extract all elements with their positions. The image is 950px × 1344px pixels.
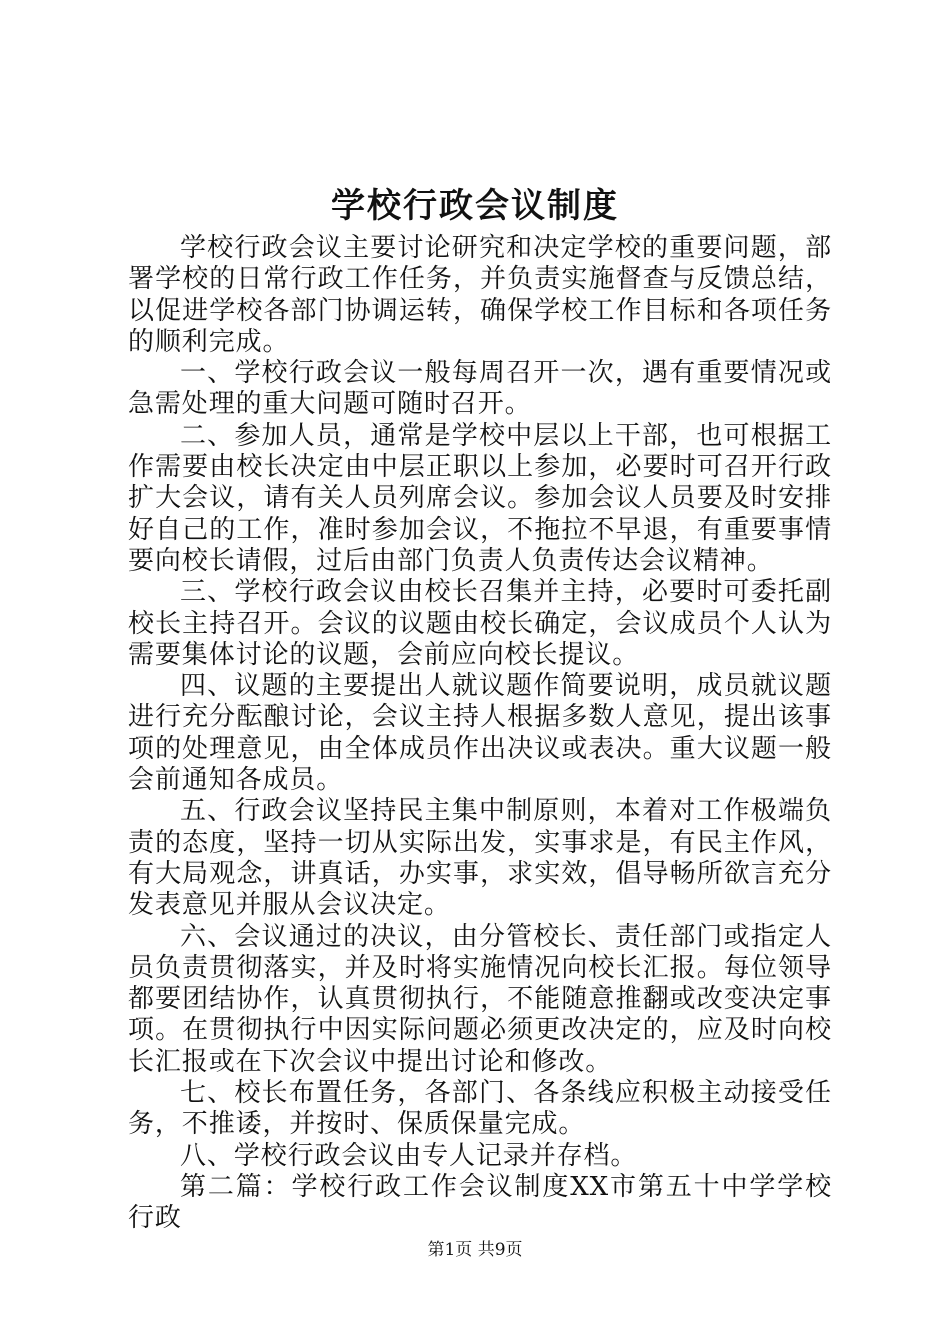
paragraph-item-7: 七、校长布置任务，各部门、各条线应积极主动接受任务，不推诿，并按时、保质保量完成。 [128,1078,832,1140]
paragraph-item-8: 八、学校行政会议由专人记录并存档。 [180,1140,638,1171]
paragraph-item-1: 一、学校行政会议一般每周召开一次，遇有重要情况或急需处理的重大问题可随时召开。 [128,358,832,420]
document-title: 学校行政会议制度 [331,186,619,226]
page-number-footer: 第1页 共9页 [427,1240,523,1260]
paragraph-item-6: 六、会议通过的决议，由分管校长、责任部门或指定人员负责贯彻落实，并及时将实施情况向校长汇报。每位领导都要团结协作，认真贯彻执行，不能随意推翻或改变决定事项。在贯彻执行中因实际问题必须更改决定的，应及时向校长汇报或在下次会议中提出讨论和修改。 [128,921,832,1077]
paragraph-item-2: 二、参加人员，通常是学校中层以上干部，也可根据工作需要由校长决定由中层正职以上参加，必要时可召开行政扩大会议，请有关人员列席会议。参加会议人员要及时安排好自己的工作，准时参加会议，不拖拉不早退，有重要事情要向校长请假，过后由部门负责人负责传达会议精神。 [128,420,832,576]
paragraph-item-4: 四、议题的主要提出人就议题作简要说明，成员就议题进行充分酝酿讨论，会议主持人根据多数人意见，提出该事项的处理意见，由全体成员作出决议或表决。重大议题一般会前通知各成员。 [128,671,832,796]
paragraph-item-3: 三、学校行政会议由校长召集并主持，必要时可委托副校长主持召开。会议的议题由校长确定，会议成员个人认为需要集体讨论的议题，会前应向校长提议。 [128,577,832,670]
document-body [128,233,832,1235]
paragraph-item-5: 五、行政会议坚持民主集中制原则，本着对工作极端负责的态度，坚持一切从实际出发，实事求是，有民主作风，有大局观念，讲真话，办实事，求实效，倡导畅所欲言充分发表意见并服从会议决定。 [128,796,832,921]
paragraph-next-section: 第二篇：学校行政工作会议制度XX市第五十中学学校行政 [128,1171,832,1234]
paragraph-intro: 学校行政会议主要讨论研究和决定学校的重要问题，部署学校的日常行政工作任务，并负责实施督查与反馈总结，以促进学校各部门协调运转，确保学校工作目标和各项任务的顺利完成。 [128,233,832,357]
